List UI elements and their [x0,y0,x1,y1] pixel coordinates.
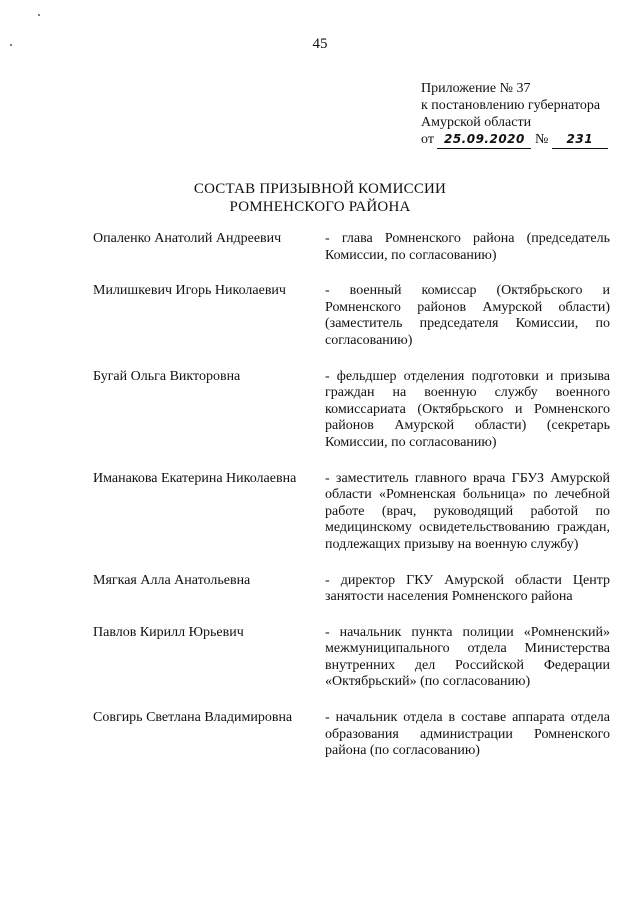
member-row [93,625,610,691]
member-row [93,710,610,760]
member-row [93,369,610,452]
appendix-line: Амурской области [421,115,532,130]
document-title [0,180,640,216]
from-label: от [421,132,434,147]
member-role: - заместитель главного врача ГБУЗ Амурской области «Ромненская больница» по лечебной работе (врач, руководящий работой по медицинскому освидетельствованию граждан, подлежащих призыву на военную службу) [325,470,610,552]
number-label: № [534,132,549,147]
member-row [93,573,610,606]
member-row [93,231,610,264]
member-name: Павлов Кирилл Юрьевич [93,624,244,640]
handwritten-date: 25.09.2020 [437,131,531,149]
page-number: 45 [312,36,328,52]
member-role: - начальник пункта полиции «Ромненский» межмуниципального отдела Министерства внутренних дел Российской Федерации «Октябрьский» (по согласованию) [325,624,610,690]
member-role: - глава Ромненского района (председатель Комиссии, по согласованию) [325,231,610,263]
member-row [93,471,610,554]
handwritten-number: 231 [552,131,608,149]
member-name: Мягкая Алла Анатольевна [93,572,251,588]
title-line: СОСТАВ ПРИЗЫВНОЙ КОМИССИИ [193,181,447,197]
member-name: Совгирь Светлана Владимировна [93,710,293,726]
commission-roster [93,231,610,760]
member-role: - военный комиссар (Октябрьского и Ромненского районов Амурской области) (заместитель председателя Комиссии, по согласованию) [325,283,610,348]
title-line: РОМНЕНСКОГО РАЙОНА [229,199,411,215]
member-row [93,283,610,349]
member-name: Милишкевич Игорь Николаевич [93,283,286,299]
appendix-line: к постановлению губернатора [421,98,601,113]
member-role: - фельдшер отделения подготовки и призыва граждан на военную службу военного комиссариата (Октябрьского и Ромненского районов Амурской области) (секретарь Комиссии, по согласованию) [325,368,610,450]
member-name: Иманакова Екатерина Николаевна [93,470,297,486]
member-role: - директор ГКУ Амурской области Центр занятости населения Ромненского района [325,572,610,605]
scan-speck [38,14,40,16]
appendix-header [421,80,608,149]
member-role: - начальник отдела в составе аппарата отдела образования администрации Ромненского района (по согласованию) [325,710,610,759]
member-name: Бугай Ольга Викторовна [93,368,241,384]
member-name: Опаленко Анатолий Андреевич [93,231,282,246]
appendix-line: Приложение № 37 [421,81,531,96]
appendix-date-line [421,131,608,149]
